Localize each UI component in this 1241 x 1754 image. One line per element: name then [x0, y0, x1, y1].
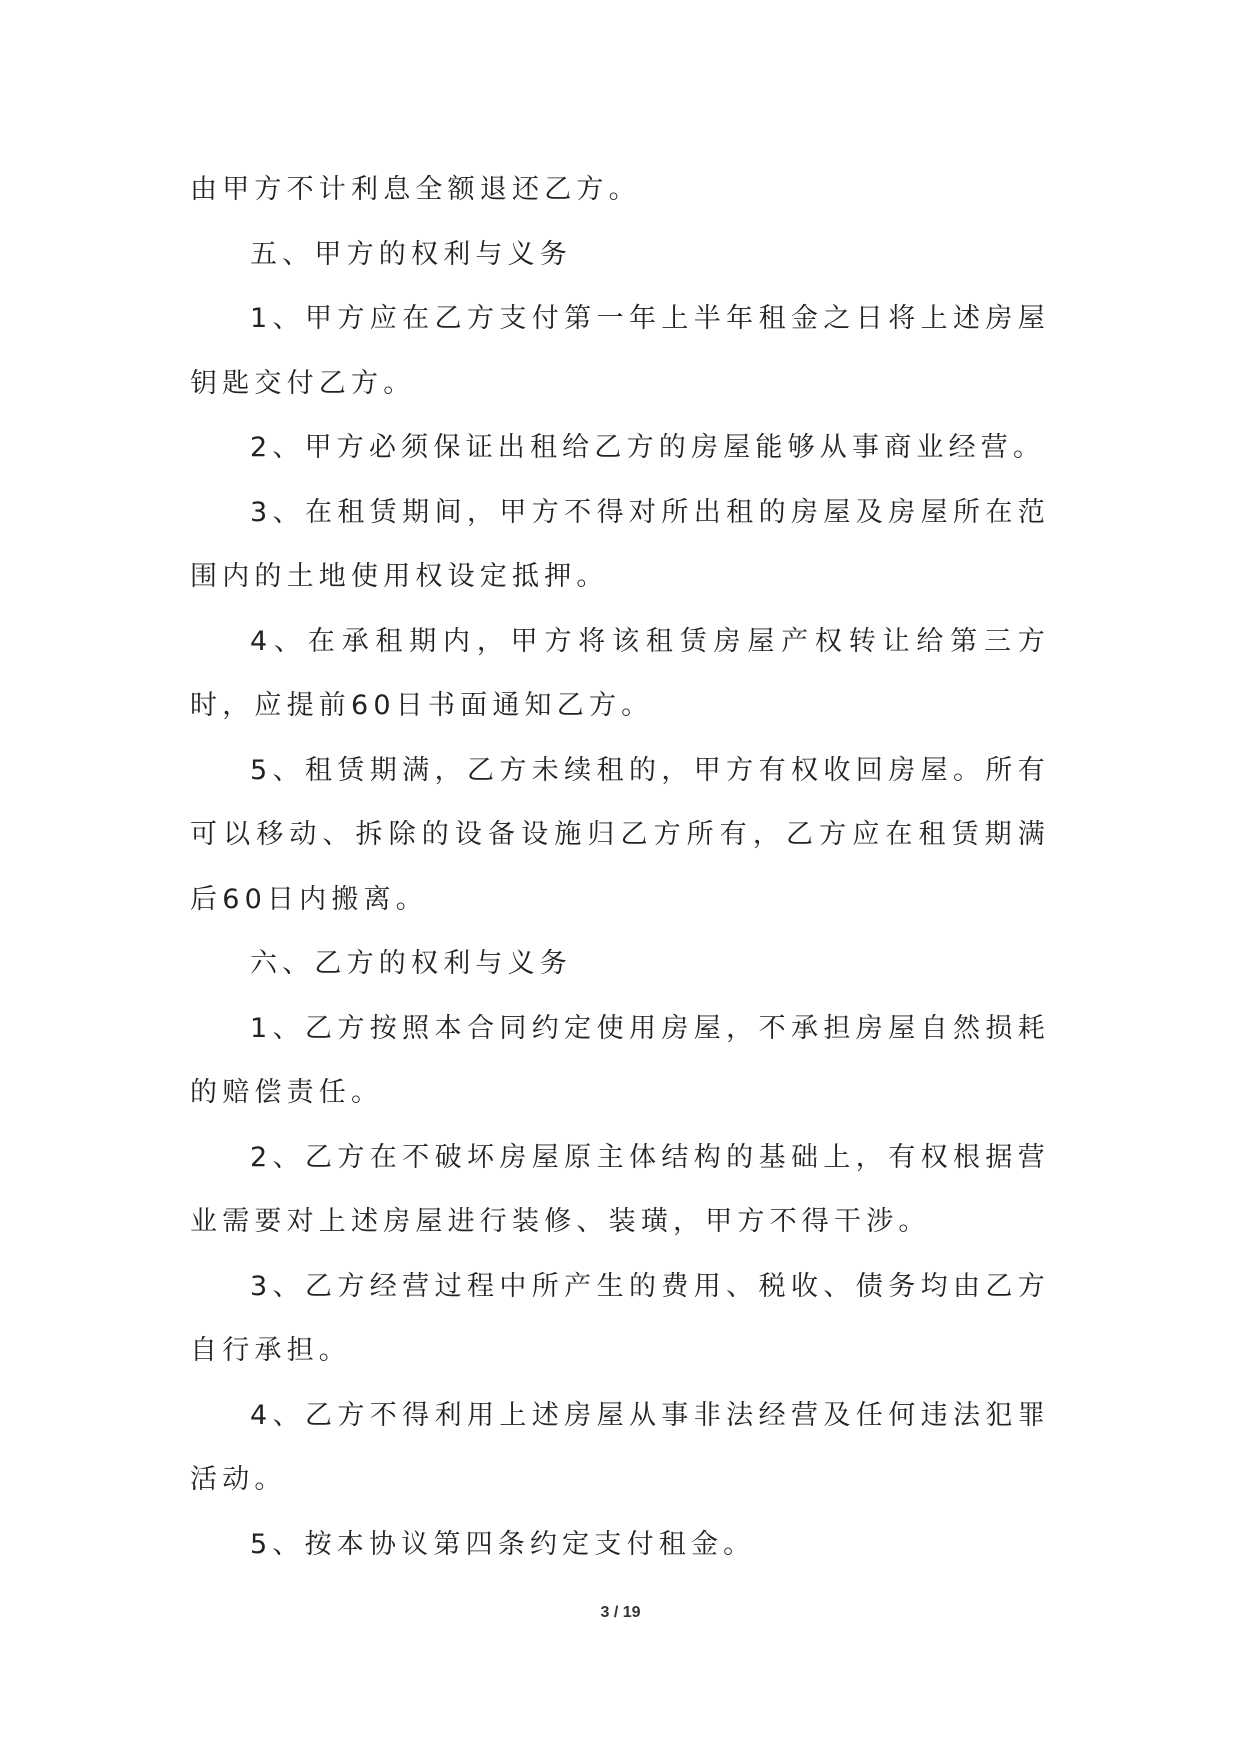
paragraph-landlord-1: 1、甲方应在乙方支付第一年上半年租金之日将上述房屋钥匙交付乙方。 [190, 303, 1050, 399]
paragraph-tenant-3: 3、乙方经营过程中所产生的费用、税收、债务均由乙方自行承担。 [190, 1270, 1050, 1366]
paragraph-tenant-2: 2、乙方在不破坏房屋原主体结构的基础上，有权根据营业需要对上述房屋进行装修、装璜，甲方不得干涉。 [190, 1141, 1050, 1237]
paragraph-landlord-4: 4、在承租期内，甲方将该租赁房屋产权转让给第三方时，应提前60日书面通知乙方。 [190, 625, 1050, 721]
paragraph-tenant-1: 1、乙方按照本合同约定使用房屋，不承担房屋自然损耗的赔偿责任。 [190, 1012, 1050, 1108]
paragraph-landlord-5: 5、租赁期满，乙方未续租的，甲方有权收回房屋。所有可以移动、拆除的设备设施归乙方所有，乙方应在租赁期满后60日内搬离。 [190, 754, 1050, 915]
paragraph-landlord-3: 3、在租赁期间，甲方不得对所出租的房屋及房屋所在范围内的土地使用权设定抵押。 [190, 496, 1050, 592]
paragraph-tenant-4: 4、乙方不得利用上述房屋从事非法经营及任何违法犯罪活动。 [190, 1399, 1050, 1495]
paragraph-continuation: 由甲方不计利息全额退还乙方。 [190, 174, 641, 205]
paragraph-landlord-2: 2、甲方必须保证出租给乙方的房屋能够从事商业经营。 [250, 432, 1046, 463]
page-number: 3 / 19 [600, 1604, 641, 1621]
section-heading-tenant-rights: 六、乙方的权利与义务 [250, 948, 572, 979]
paragraph-tenant-5: 5、按本协议第四条约定支付租金。 [250, 1528, 756, 1560]
document-body [190, 158, 1050, 1577]
section-heading-landlord-rights: 五、甲方的权利与义务 [250, 238, 572, 270]
